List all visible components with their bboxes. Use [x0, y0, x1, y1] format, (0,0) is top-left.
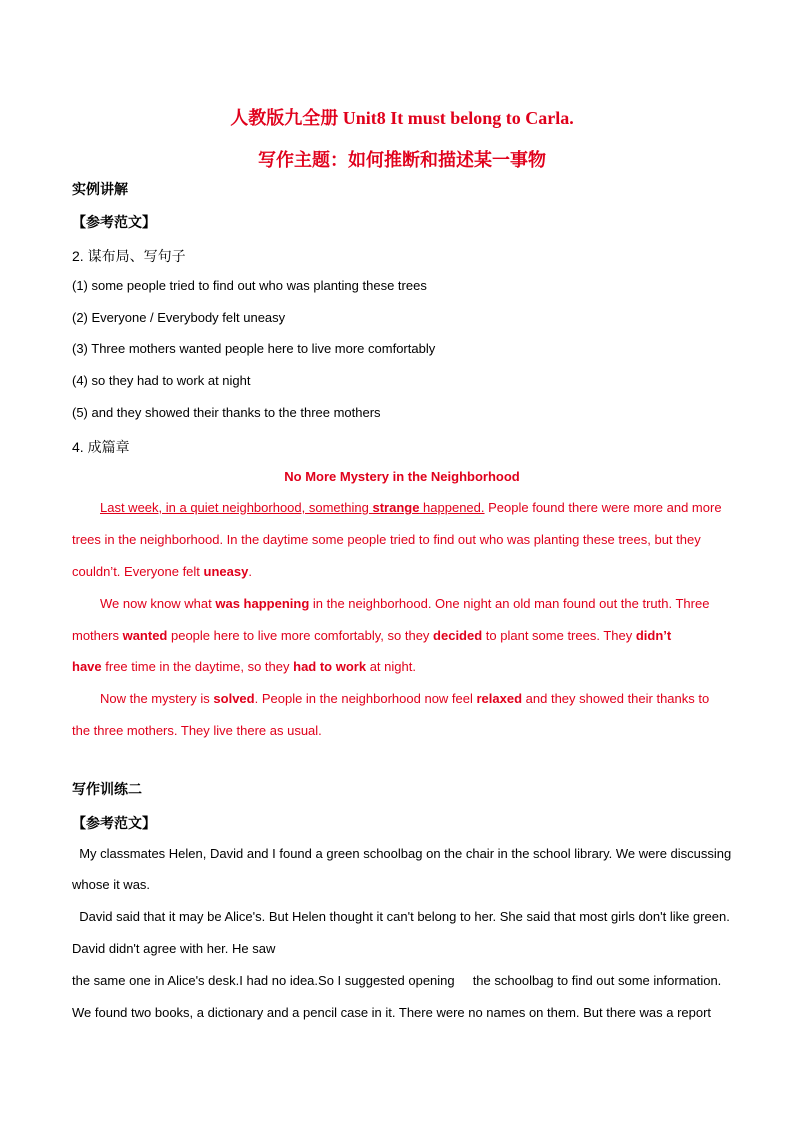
essay-p1-line3: couldn’t. Everyone felt uneasy.: [72, 564, 252, 579]
practice-line-5: the same one in Alice's desk.I had no idea.So I suggested opening the schoolbag to find out some information.: [72, 973, 722, 988]
practice-line-4: David didn't agree with her. He saw: [72, 941, 276, 956]
essay-underlined-text: Last week, in a quiet neighborhood, something strange happened.: [100, 500, 485, 515]
reference-label-2: 【参考范文】: [72, 815, 156, 831]
section-heading-practice: 写作训练二: [72, 781, 142, 797]
essay-p2-line1: We now know what was happening in the neighborhood. One night an old man found out the truth. Three: [100, 596, 710, 611]
step4-label: 4. 成篇章: [72, 439, 130, 455]
practice-line-2: whose it was.: [72, 877, 151, 892]
reference-label-1: 【参考范文】: [72, 214, 156, 230]
practice-line-3: David said that it may be Alice's. But Helen thought it can't belong to her. She said that most girls don't like green.: [72, 909, 730, 924]
practice-line-1: My classmates Helen, David and I found a green schoolbag on the chair in the school library. We were discussing: [72, 846, 732, 861]
practice-line-6: We found two books, a dictionary and a pencil case in it. There were no names on them. But there was a report: [72, 1005, 712, 1020]
essay-p3-line1: Now the mystery is solved. People in the neighborhood now feel relaxed and they showed their thanks to: [100, 691, 710, 706]
essay-p1-line1: Last week, in a quiet neighborhood, something strange happened. People found there were more and more: [100, 500, 722, 515]
essay-p2-line3: have free time in the daytime, so they had to work at night.: [72, 659, 416, 674]
document-subtitle: 写作主题：如何推断和描述某一事物: [258, 150, 546, 170]
sentence-4: (4) so they had to work at night: [72, 373, 251, 388]
sentence-5: (5) and they showed their thanks to the three mothers: [72, 405, 381, 420]
sentence-1: (1) some people tried to find out who was planting these trees: [72, 278, 427, 293]
essay-title: No More Mystery in the Neighborhood: [284, 469, 520, 484]
essay-p1-line2: trees in the neighborhood. In the daytime some people tried to find out who was planting these trees, but they: [72, 532, 701, 547]
step2-label: 2. 谋布局、写句子: [72, 248, 186, 264]
essay-p2-line2: mothers wanted people here to live more comfortably, so they decided to plant some trees. They didn’t: [72, 628, 672, 643]
document-title: 人教版九全册 Unit8 It must belong to Carla.: [230, 108, 574, 128]
sentence-3: (3) Three mothers wanted people here to live more comfortably: [72, 341, 436, 356]
section-heading-examples: 实例讲解: [72, 181, 128, 197]
sentence-2: (2) Everyone / Everybody felt uneasy: [72, 310, 286, 325]
essay-p3-line2: the three mothers. They live there as usual.: [72, 723, 322, 738]
